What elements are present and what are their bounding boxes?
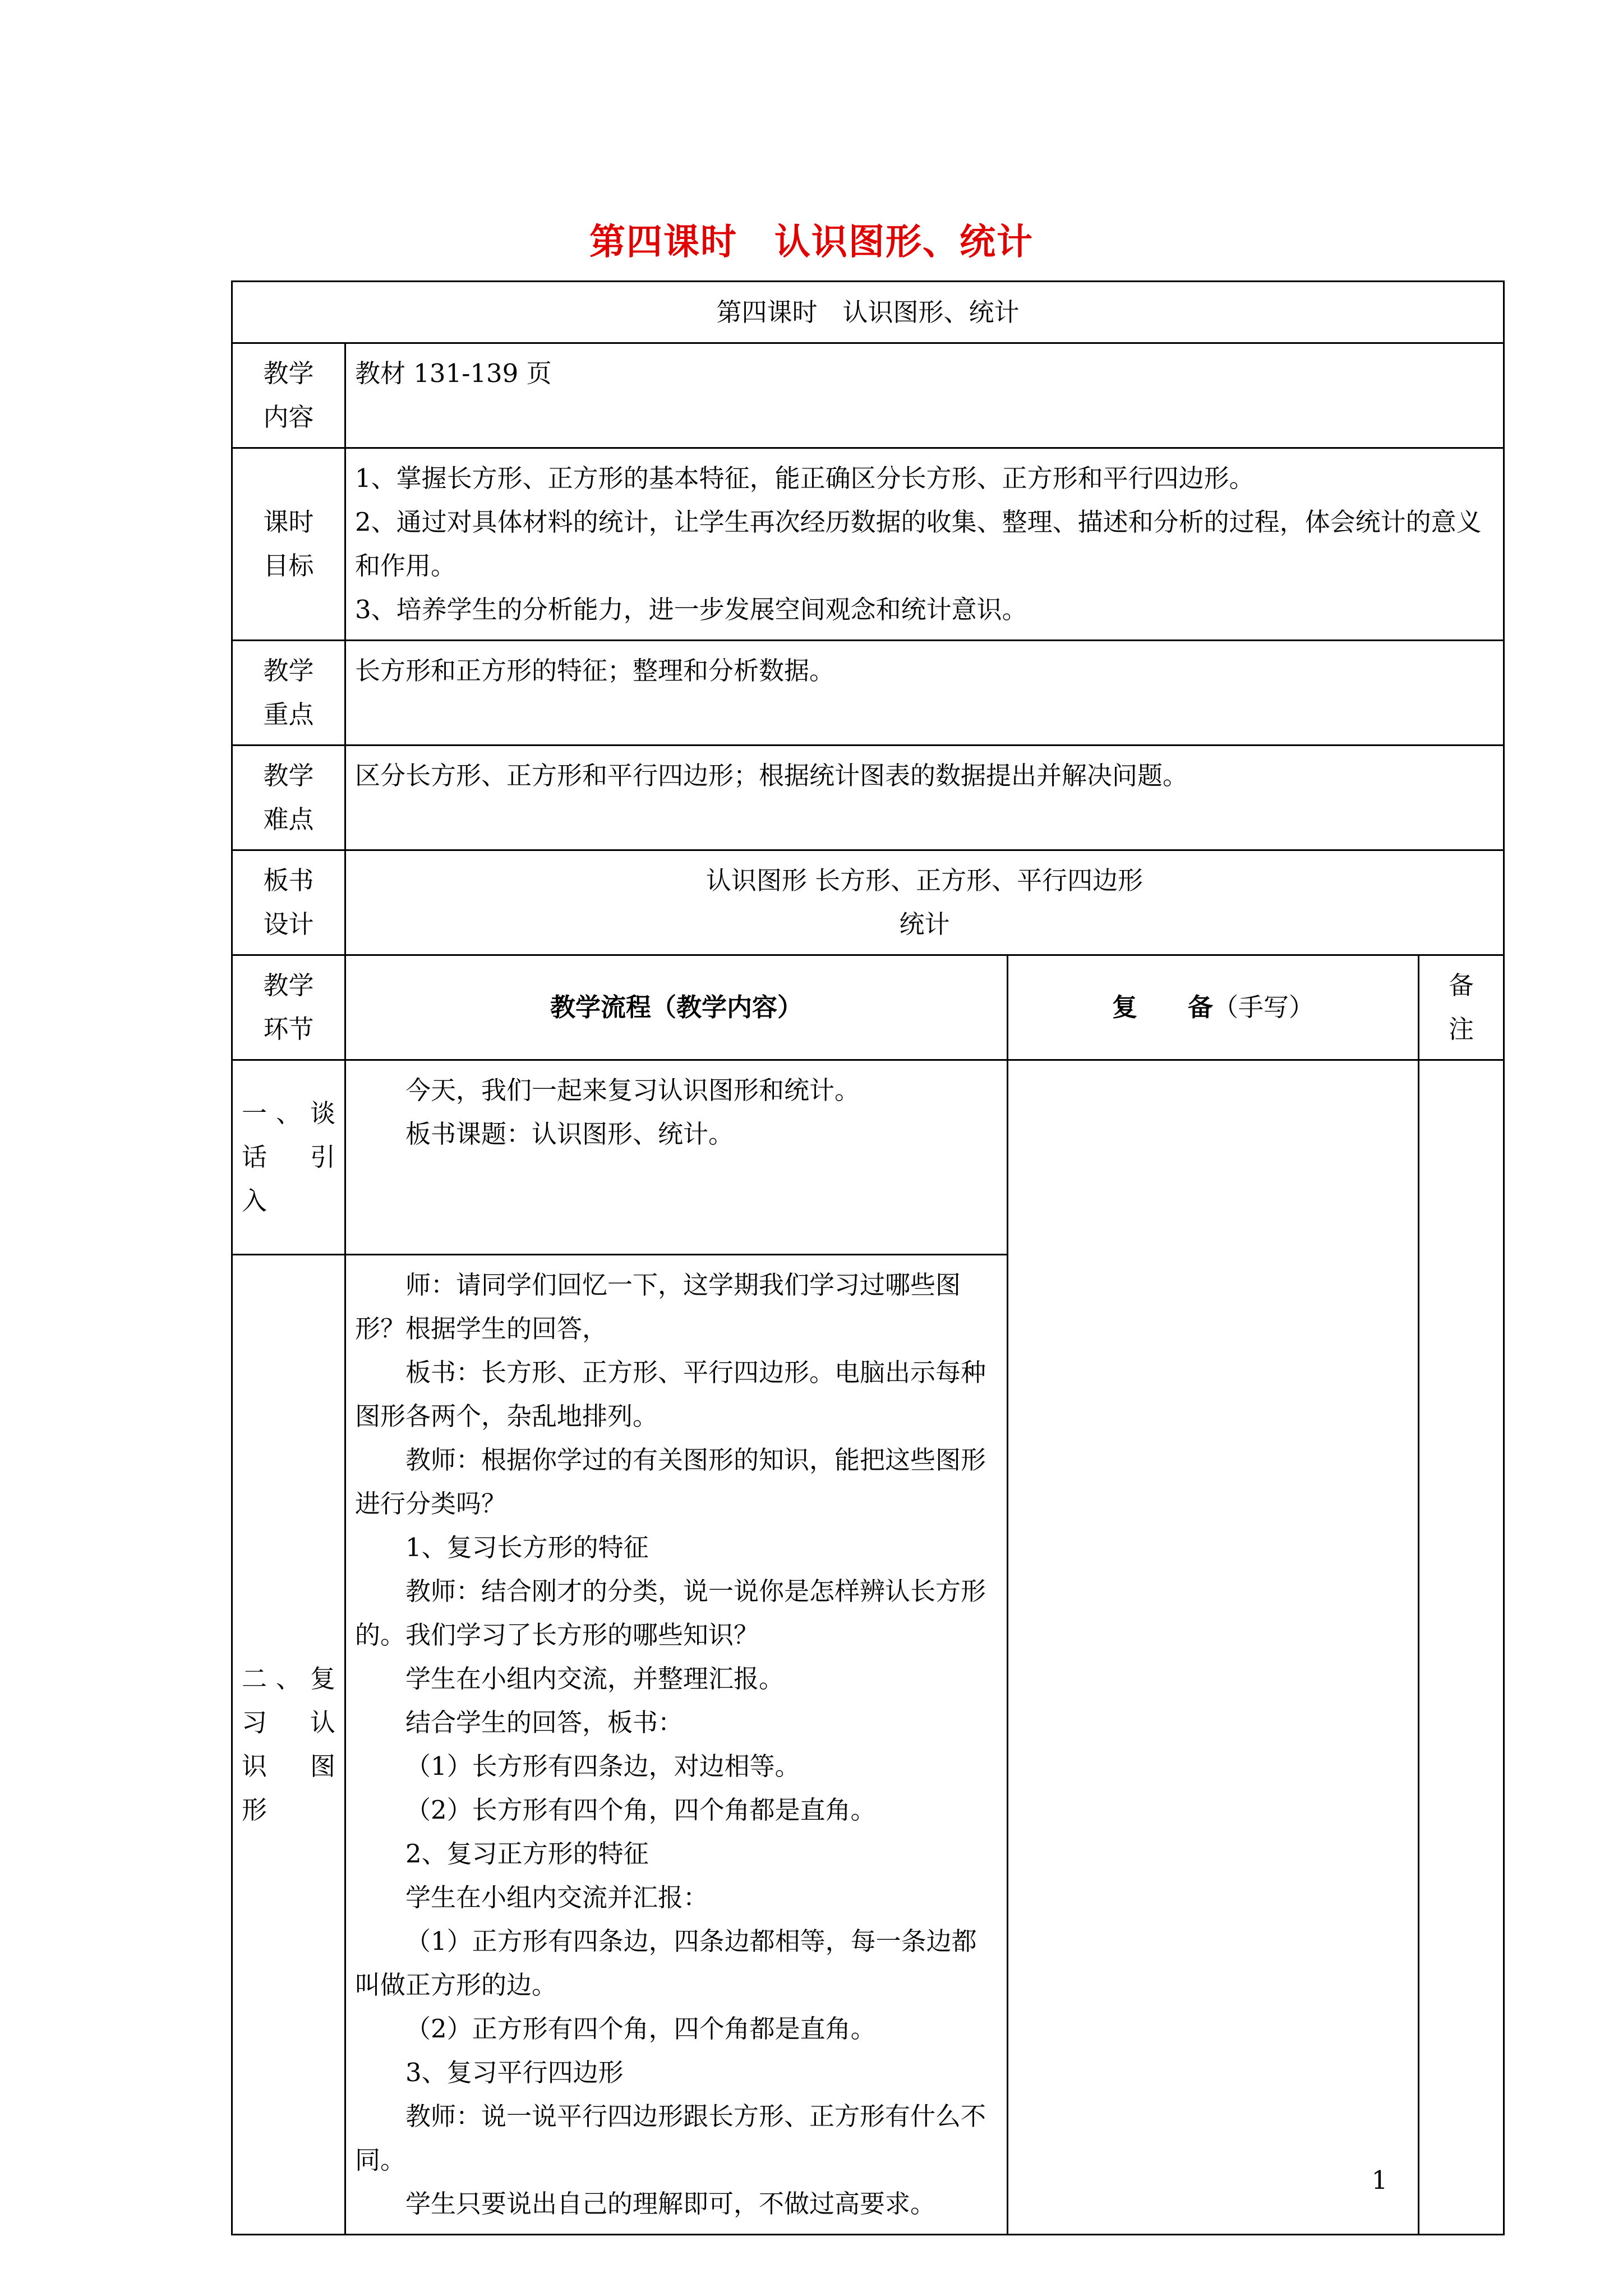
goal-item: 1、掌握长方形、正方形的基本特征，能正确区分长方形、正方形和平行四边形。 — [355, 463, 1255, 493]
note-header: 备 注 — [1419, 955, 1504, 1060]
goals-list — [345, 448, 1504, 641]
flow-header-row — [232, 955, 1504, 1060]
stage-paragraph: 教师：结合刚才的分类，说一说你是怎样辨认长方形的。我们学习了长方形的哪些知识？ — [355, 1576, 986, 1650]
review-header: 复 备（手写） — [1008, 955, 1419, 1060]
document-title: 第四课时 认识图形、统计 — [589, 221, 1034, 263]
key-points-value: 长方形和正方形的特征；整理和分析数据。 — [345, 641, 1504, 746]
stage-label: 二、复 习 认 识 图 形 — [232, 1255, 345, 2235]
board-design-row — [232, 850, 1504, 955]
board-design-label: 板书 设计 — [232, 850, 345, 955]
goals-label: 课时 目标 — [232, 448, 345, 641]
stage-row — [232, 1060, 1504, 1255]
difficult-points-label: 教学 难点 — [232, 746, 345, 850]
stage-paragraph: 2、复习正方形的特征 — [405, 1839, 649, 1869]
page-number: 1 — [1371, 2165, 1388, 2195]
difficult-points-value: 区分长方形、正方形和平行四边形；根据统计图表的数据提出并解决问题。 — [345, 746, 1504, 850]
table-header-title: 第四课时 认识图形、统计 — [232, 282, 1504, 343]
stage-content — [345, 1060, 1008, 1255]
content-label: 教学 内容 — [232, 343, 345, 448]
lesson-plan-table — [231, 280, 1505, 2235]
content-value: 教材 131-139 页 — [345, 343, 1504, 448]
key-points-row — [232, 641, 1504, 746]
stage-paragraph: 师：请同学们回忆一下，这学期我们学习过哪些图形？根据学生的回答， — [355, 1270, 961, 1343]
remarks-cell — [1419, 1060, 1504, 2235]
stage-paragraph: 结合学生的回答，板书： — [405, 1708, 684, 1737]
table-header-row — [232, 282, 1504, 343]
stage-paragraph: （1）正方形有四条边，四条边都相等，每一条边都叫做正方形的边。 — [355, 1926, 977, 2000]
key-points-label: 教学 重点 — [232, 641, 345, 746]
stage-paragraph: 学生在小组内交流，并整理汇报。 — [405, 1664, 785, 1694]
stage-label: 一、谈 话 引 入 — [232, 1060, 345, 1255]
goals-row — [232, 448, 1504, 641]
stage-paragraph: 教师：根据你学过的有关图形的知识，能把这些图形进行分类吗？ — [355, 1445, 986, 1519]
stage-paragraph: 板书课题：认识图形、统计。 — [405, 1119, 734, 1149]
stage-paragraph: 学生只要说出自己的理解即可，不做过高要求。 — [405, 2189, 936, 2219]
goal-item: 3、培养学生的分析能力，进一步发展空间观念和统计意识。 — [355, 595, 1027, 624]
stage-paragraph: 学生在小组内交流并汇报： — [405, 1883, 709, 1912]
stage-content — [345, 1255, 1008, 2235]
flow-header: 教学流程（教学内容） — [345, 955, 1008, 1060]
stage-paragraph: 板书：长方形、正方形、平行四边形。电脑出示每种图形各两个，杂乱地排列。 — [355, 1358, 986, 1431]
stage-paragraph: （1）长方形有四条边，对边相等。 — [405, 1751, 800, 1781]
stage-paragraph: （2）长方形有四个角，四个角都是直角。 — [405, 1795, 876, 1825]
review-notes-cell — [1008, 1060, 1419, 2235]
board-design-line: 认识图形 长方形、正方形、平行四边形 — [706, 866, 1144, 895]
stage-paragraph: 教师：说一说平行四边形跟长方形、正方形有什么不同。 — [355, 2101, 986, 2175]
difficult-points-row — [232, 746, 1504, 850]
board-design-line: 统计 — [899, 909, 950, 939]
stage-paragraph: 1、复习长方形的特征 — [405, 1533, 649, 1562]
stage-paragraph: 今天，我们一起来复习认识图形和统计。 — [405, 1075, 860, 1105]
board-design-content — [345, 850, 1504, 955]
stage-paragraph: 3、复习平行四边形 — [405, 2058, 624, 2087]
goal-item: 2、通过对具体材料的统计，让学生再次经历数据的收集、整理、描述和分析的过程，体会统计的意义和作用。 — [355, 507, 1482, 581]
stage-header-label: 教学 环节 — [232, 955, 345, 1060]
stage-paragraph: （2）正方形有四个角，四个角都是直角。 — [405, 2014, 876, 2044]
content-row — [232, 343, 1504, 448]
